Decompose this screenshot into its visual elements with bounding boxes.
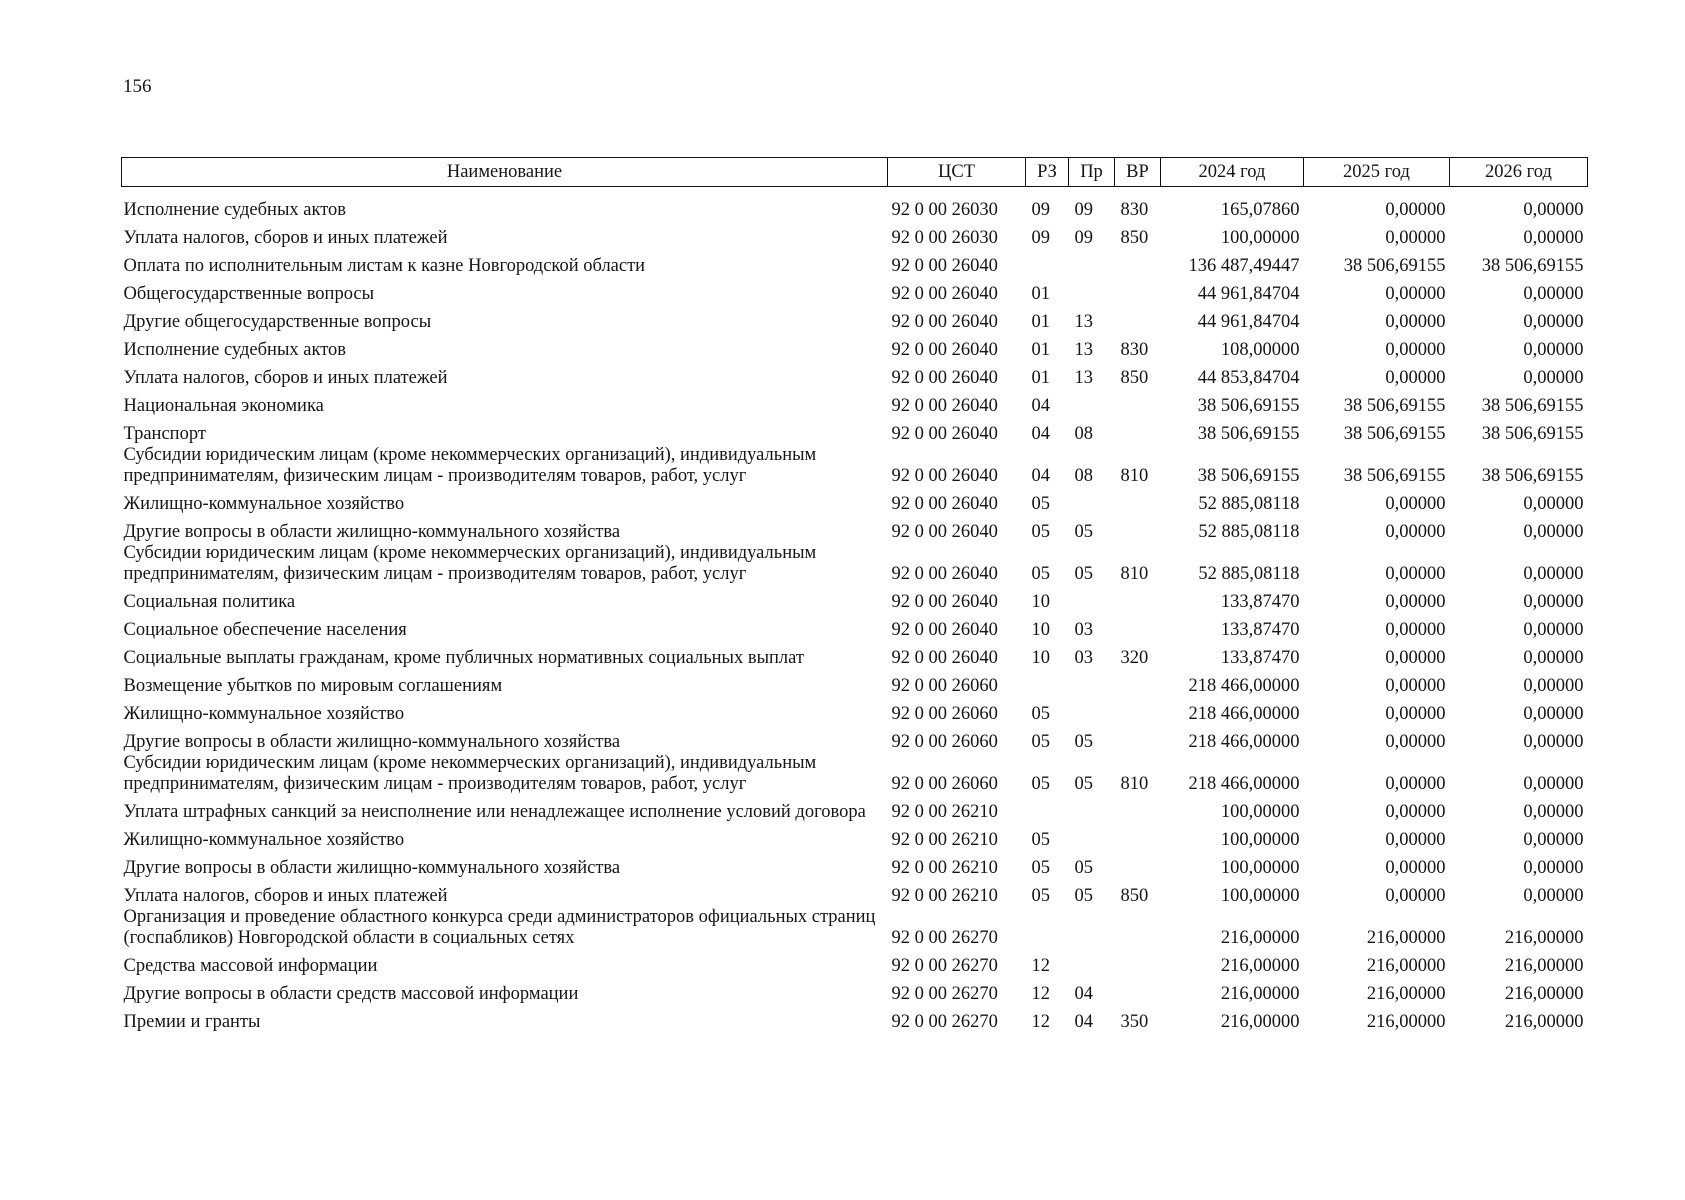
- cell-cst: 92 0 00 26040: [891, 368, 998, 388]
- cell-vr: [1115, 417, 1161, 445]
- cell-name: Жилищно-коммунальное хозяйство: [123, 830, 405, 850]
- table-row: [122, 725, 1588, 753]
- table-row: [122, 333, 1588, 361]
- cell-rz: 05: [1031, 522, 1050, 542]
- cell-pr: [1069, 949, 1115, 977]
- cell-y2024: 133,87470: [1220, 620, 1300, 640]
- cell-cst: 92 0 00 26210: [891, 858, 998, 878]
- cell-name: Транспорт: [123, 424, 206, 444]
- cell-pr: [1069, 823, 1115, 851]
- cell-rz: 05: [1031, 732, 1050, 752]
- cell-y2024: 100,00000: [1220, 228, 1300, 248]
- cell-vr: 830: [1120, 340, 1149, 360]
- cell-vr: [1115, 277, 1161, 305]
- cell-y2024: 216,00000: [1220, 928, 1300, 948]
- cell-y2026: 0,00000: [1523, 592, 1584, 612]
- cell-y2025: 0,00000: [1385, 522, 1446, 542]
- table-row: [122, 487, 1588, 515]
- cell-rz: 10: [1031, 620, 1050, 640]
- cell-y2024: 218 466,00000: [1188, 704, 1300, 724]
- cell-pr: 05: [1074, 774, 1093, 794]
- cell-cst: 92 0 00 26270: [891, 1012, 998, 1032]
- table-row: [122, 1005, 1588, 1033]
- cell-y2024: 216,00000: [1220, 956, 1300, 976]
- cell-pr: [1069, 907, 1115, 949]
- cell-cst: 92 0 00 26040: [891, 396, 998, 416]
- cell-vr: 850: [1120, 368, 1149, 388]
- cell-y2026: 0,00000: [1523, 858, 1584, 878]
- cell-y2026: 216,00000: [1504, 956, 1584, 976]
- cell-rz: 12: [1031, 956, 1050, 976]
- cell-y2024: 216,00000: [1220, 984, 1300, 1004]
- table-header-row: [122, 158, 1588, 187]
- cell-y2025: 0,00000: [1385, 340, 1446, 360]
- cell-vr: [1115, 515, 1161, 543]
- cell-cst: 92 0 00 26040: [891, 466, 998, 486]
- cell-pr: [1069, 249, 1115, 277]
- cell-rz: 05: [1031, 564, 1050, 584]
- cell-y2026: 0,00000: [1523, 200, 1584, 220]
- cell-cst: 92 0 00 26040: [891, 494, 998, 514]
- cell-y2025: 0,00000: [1385, 200, 1446, 220]
- cell-y2024: 165,07860: [1220, 200, 1300, 220]
- cell-name: Другие общегосударственные вопросы: [123, 312, 432, 332]
- cell-name: Премии и гранты: [123, 1012, 261, 1032]
- cell-y2024: 218 466,00000: [1188, 676, 1300, 696]
- cell-y2025: 0,00000: [1385, 802, 1446, 822]
- cell-cst: 92 0 00 26270: [891, 956, 998, 976]
- cell-pr: [1069, 669, 1115, 697]
- cell-y2026: 38 506,69155: [1481, 256, 1584, 276]
- cell-name: Уплата налогов, сборов и иных платежей: [123, 886, 448, 906]
- cell-rz: 09: [1031, 228, 1050, 248]
- cell-cst: 92 0 00 26060: [891, 704, 998, 724]
- cell-y2024: 100,00000: [1220, 886, 1300, 906]
- cell-vr: 810: [1120, 466, 1149, 486]
- cell-rz: 05: [1031, 774, 1050, 794]
- cell-y2026: 0,00000: [1523, 830, 1584, 850]
- cell-cst: 92 0 00 26040: [891, 592, 998, 612]
- cell-vr: [1115, 669, 1161, 697]
- cell-y2026: 38 506,69155: [1481, 396, 1584, 416]
- cell-cst: 92 0 00 26040: [891, 256, 998, 276]
- cell-y2025: 0,00000: [1385, 830, 1446, 850]
- cell-vr: 350: [1120, 1012, 1149, 1032]
- cell-pr: 13: [1074, 340, 1093, 360]
- header-cst: ЦСТ: [888, 158, 1026, 187]
- header-vr: ВР: [1115, 158, 1161, 187]
- cell-y2025: 0,00000: [1385, 732, 1446, 752]
- cell-y2024: 38 506,69155: [1197, 396, 1300, 416]
- cell-y2026: 0,00000: [1523, 704, 1584, 724]
- table-row: [122, 697, 1588, 725]
- cell-vr: 850: [1120, 886, 1149, 906]
- cell-y2025: 38 506,69155: [1343, 424, 1446, 444]
- cell-vr: 850: [1120, 228, 1149, 248]
- table-row: [122, 613, 1588, 641]
- cell-vr: [1115, 725, 1161, 753]
- cell-y2025: 0,00000: [1385, 676, 1446, 696]
- cell-pr: 13: [1074, 368, 1093, 388]
- cell-y2026: 0,00000: [1523, 774, 1584, 794]
- cell-pr: 09: [1074, 200, 1093, 220]
- table-row: [122, 543, 1588, 585]
- cell-cst: 92 0 00 26040: [891, 312, 998, 332]
- cell-vr: 810: [1120, 564, 1149, 584]
- cell-pr: 13: [1074, 312, 1093, 332]
- header-rz: РЗ: [1026, 158, 1069, 187]
- cell-vr: [1115, 487, 1161, 515]
- table-row: [122, 795, 1588, 823]
- cell-y2025: 0,00000: [1385, 648, 1446, 668]
- cell-cst: 92 0 00 26270: [891, 928, 998, 948]
- cell-y2026: 0,00000: [1523, 522, 1584, 542]
- cell-name: Субсидии юридическим лицам (кроме некоммерческих организаций), индивидуальным предпринимателям, физическим лицам - производителям товаров, работ, услуг: [123, 543, 817, 584]
- cell-y2026: 0,00000: [1523, 886, 1584, 906]
- cell-rz: 04: [1031, 424, 1050, 444]
- cell-cst: 92 0 00 26030: [891, 228, 998, 248]
- cell-cst: 92 0 00 26210: [891, 830, 998, 850]
- cell-name: Национальная экономика: [123, 396, 324, 416]
- cell-name: Уплата налогов, сборов и иных платежей: [123, 228, 448, 248]
- cell-rz: 05: [1031, 494, 1050, 514]
- cell-y2026: 0,00000: [1523, 648, 1584, 668]
- cell-rz: 01: [1031, 340, 1050, 360]
- cell-rz: 10: [1031, 592, 1050, 612]
- cell-y2025: 0,00000: [1385, 592, 1446, 612]
- table-row: [122, 277, 1588, 305]
- table-row: [122, 515, 1588, 543]
- cell-name: Субсидии юридическим лицам (кроме некоммерческих организаций), индивидуальным предпринимателям, физическим лицам - производителям товаров, работ, услуг: [123, 445, 817, 486]
- cell-y2026: 216,00000: [1504, 984, 1584, 1004]
- cell-rz: [1026, 795, 1069, 823]
- cell-name: Другие вопросы в области жилищно-коммунального хозяйства: [123, 858, 621, 878]
- cell-vr: [1115, 585, 1161, 613]
- cell-y2026: 0,00000: [1523, 732, 1584, 752]
- cell-y2024: 218 466,00000: [1188, 732, 1300, 752]
- cell-name: Оплата по исполнительным листам к казне Новгородской области: [123, 256, 646, 276]
- cell-y2025: 0,00000: [1385, 228, 1446, 248]
- cell-vr: [1115, 697, 1161, 725]
- page-number: 156: [123, 76, 152, 97]
- table-row: [122, 641, 1588, 669]
- cell-y2024: 52 885,08118: [1198, 494, 1300, 514]
- cell-y2026: 0,00000: [1523, 284, 1584, 304]
- cell-y2024: 218 466,00000: [1188, 774, 1300, 794]
- cell-y2025: 0,00000: [1385, 704, 1446, 724]
- cell-y2025: 0,00000: [1385, 368, 1446, 388]
- cell-y2025: 0,00000: [1385, 886, 1446, 906]
- cell-y2025: 216,00000: [1366, 956, 1446, 976]
- cell-y2026: 0,00000: [1523, 368, 1584, 388]
- cell-rz: 09: [1031, 200, 1050, 220]
- cell-name: Организация и проведение областного конкурса среди администраторов официальных страниц (госпабликов) Новгородской области в социальных сетях: [123, 907, 876, 948]
- cell-y2024: 52 885,08118: [1198, 522, 1300, 542]
- cell-y2026: 0,00000: [1523, 340, 1584, 360]
- cell-y2024: 100,00000: [1220, 802, 1300, 822]
- cell-pr: 03: [1074, 648, 1093, 668]
- cell-pr: [1069, 487, 1115, 515]
- table-row: [122, 949, 1588, 977]
- cell-y2025: 0,00000: [1385, 774, 1446, 794]
- cell-cst: 92 0 00 26040: [891, 522, 998, 542]
- cell-name: Другие вопросы в области жилищно-коммунального хозяйства: [123, 732, 621, 752]
- cell-y2026: 216,00000: [1504, 1012, 1584, 1032]
- cell-pr: [1069, 585, 1115, 613]
- table-row: [122, 753, 1588, 795]
- cell-rz: [1026, 669, 1069, 697]
- cell-y2025: 216,00000: [1366, 1012, 1446, 1032]
- cell-vr: 810: [1120, 774, 1149, 794]
- cell-vr: [1115, 613, 1161, 641]
- cell-rz: [1026, 907, 1069, 949]
- cell-y2026: 0,00000: [1523, 620, 1584, 640]
- cell-name: Другие вопросы в области средств массовой информации: [123, 984, 579, 1004]
- cell-rz: 01: [1031, 312, 1050, 332]
- cell-cst: 92 0 00 26210: [891, 802, 998, 822]
- cell-pr: 04: [1074, 1012, 1093, 1032]
- cell-name: Другие вопросы в области жилищно-коммунального хозяйства: [123, 522, 621, 542]
- cell-name: Субсидии юридическим лицам (кроме некоммерческих организаций), индивидуальным предпринимателям, физическим лицам - производителям товаров, работ, услуг: [123, 753, 817, 794]
- table-row: [122, 851, 1588, 879]
- cell-vr: [1115, 305, 1161, 333]
- cell-rz: 04: [1031, 466, 1050, 486]
- cell-y2026: 38 506,69155: [1481, 466, 1584, 486]
- cell-y2025: 0,00000: [1385, 620, 1446, 640]
- header-2026: 2026 год: [1450, 158, 1588, 187]
- budget-table: [121, 157, 1588, 1033]
- cell-y2025: 38 506,69155: [1343, 256, 1446, 276]
- cell-y2024: 44 961,84704: [1197, 284, 1300, 304]
- cell-name: Жилищно-коммунальное хозяйство: [123, 704, 405, 724]
- cell-pr: 08: [1074, 466, 1093, 486]
- cell-vr: [1115, 795, 1161, 823]
- cell-rz: 05: [1031, 704, 1050, 724]
- cell-rz: 05: [1031, 886, 1050, 906]
- cell-cst: 92 0 00 26060: [891, 676, 998, 696]
- header-pr: Пр: [1069, 158, 1115, 187]
- cell-pr: 05: [1074, 564, 1093, 584]
- cell-y2024: 108,00000: [1220, 340, 1300, 360]
- cell-y2024: 44 961,84704: [1197, 312, 1300, 332]
- cell-y2024: 136 487,49447: [1188, 256, 1300, 276]
- cell-y2026: 0,00000: [1523, 676, 1584, 696]
- cell-name: Возмещение убытков по мировым соглашениям: [123, 676, 503, 696]
- cell-y2026: 0,00000: [1523, 802, 1584, 822]
- header-name: Наименование: [122, 158, 888, 187]
- table-row: [122, 221, 1588, 249]
- cell-cst: 92 0 00 26040: [891, 424, 998, 444]
- cell-vr: [1115, 249, 1161, 277]
- table-row: [122, 585, 1588, 613]
- cell-rz: 10: [1031, 648, 1050, 668]
- cell-name: Социальные выплаты гражданам, кроме публичных нормативных социальных выплат: [123, 648, 804, 668]
- cell-y2024: 100,00000: [1220, 858, 1300, 878]
- cell-vr: 830: [1120, 200, 1149, 220]
- cell-cst: 92 0 00 26040: [891, 620, 998, 640]
- cell-y2024: 38 506,69155: [1197, 466, 1300, 486]
- cell-y2025: 0,00000: [1385, 494, 1446, 514]
- table-body: [122, 187, 1588, 1034]
- table-row: [122, 445, 1588, 487]
- cell-y2026: 0,00000: [1523, 564, 1584, 584]
- table-row: [122, 669, 1588, 697]
- cell-cst: 92 0 00 26060: [891, 774, 998, 794]
- cell-vr: [1115, 949, 1161, 977]
- cell-y2024: 44 853,84704: [1197, 368, 1300, 388]
- cell-pr: 08: [1074, 424, 1093, 444]
- cell-rz: 04: [1031, 396, 1050, 416]
- table-row: [122, 389, 1588, 417]
- cell-name: Общегосударственные вопросы: [123, 284, 375, 304]
- cell-cst: 92 0 00 26040: [891, 648, 998, 668]
- cell-y2025: 0,00000: [1385, 284, 1446, 304]
- table-row: [122, 361, 1588, 389]
- cell-name: Исполнение судебных актов: [123, 340, 347, 360]
- table-row: [122, 187, 1588, 222]
- table-row: [122, 417, 1588, 445]
- cell-pr: 04: [1074, 984, 1093, 1004]
- cell-y2025: 0,00000: [1385, 858, 1446, 878]
- table-row: [122, 907, 1588, 949]
- cell-name: Социальное обеспечение населения: [123, 620, 407, 640]
- cell-y2024: 38 506,69155: [1197, 424, 1300, 444]
- cell-name: Уплата налогов, сборов и иных платежей: [123, 368, 448, 388]
- cell-y2024: 216,00000: [1220, 1012, 1300, 1032]
- cell-y2025: 0,00000: [1385, 564, 1446, 584]
- cell-y2025: 38 506,69155: [1343, 466, 1446, 486]
- cell-cst: 92 0 00 26040: [891, 340, 998, 360]
- cell-rz: [1026, 249, 1069, 277]
- cell-vr: 320: [1120, 648, 1149, 668]
- cell-pr: 05: [1074, 858, 1093, 878]
- table-row: [122, 249, 1588, 277]
- cell-y2026: 216,00000: [1504, 928, 1584, 948]
- cell-cst: 92 0 00 26270: [891, 984, 998, 1004]
- cell-y2026: 0,00000: [1523, 228, 1584, 248]
- cell-cst: 92 0 00 26060: [891, 732, 998, 752]
- cell-y2026: 38 506,69155: [1481, 424, 1584, 444]
- cell-pr: 09: [1074, 228, 1093, 248]
- cell-y2024: 133,87470: [1220, 592, 1300, 612]
- cell-pr: [1069, 277, 1115, 305]
- table-row: [122, 305, 1588, 333]
- cell-rz: 05: [1031, 830, 1050, 850]
- cell-cst: 92 0 00 26040: [891, 284, 998, 304]
- cell-name: Средства массовой информации: [123, 956, 378, 976]
- cell-y2025: 0,00000: [1385, 312, 1446, 332]
- cell-y2024: 100,00000: [1220, 830, 1300, 850]
- cell-pr: 03: [1074, 620, 1093, 640]
- header-2025: 2025 год: [1304, 158, 1450, 187]
- cell-vr: [1115, 851, 1161, 879]
- cell-name: Уплата штрафных санкций за неисполнение или ненадлежащее исполнение условий договора: [123, 802, 866, 822]
- cell-cst: 92 0 00 26210: [891, 886, 998, 906]
- header-2024: 2024 год: [1161, 158, 1304, 187]
- cell-y2025: 216,00000: [1366, 984, 1446, 1004]
- cell-y2026: 0,00000: [1523, 494, 1584, 514]
- cell-name: Социальная политика: [123, 592, 296, 612]
- cell-rz: 01: [1031, 368, 1050, 388]
- cell-pr: [1069, 697, 1115, 725]
- cell-vr: [1115, 823, 1161, 851]
- cell-y2024: 133,87470: [1220, 648, 1300, 668]
- cell-rz: 01: [1031, 284, 1050, 304]
- cell-vr: [1115, 389, 1161, 417]
- cell-cst: 92 0 00 26040: [891, 564, 998, 584]
- cell-rz: 12: [1031, 1012, 1050, 1032]
- cell-pr: 05: [1074, 522, 1093, 542]
- cell-pr: [1069, 795, 1115, 823]
- cell-cst: 92 0 00 26030: [891, 200, 998, 220]
- cell-name: Исполнение судебных актов: [123, 200, 347, 220]
- cell-y2026: 0,00000: [1523, 312, 1584, 332]
- table-row: [122, 823, 1588, 851]
- table-row: [122, 879, 1588, 907]
- cell-pr: 05: [1074, 886, 1093, 906]
- cell-rz: 12: [1031, 984, 1050, 1004]
- cell-pr: 05: [1074, 732, 1093, 752]
- cell-y2025: 38 506,69155: [1343, 396, 1446, 416]
- cell-vr: [1115, 977, 1161, 1005]
- cell-name: Жилищно-коммунальное хозяйство: [123, 494, 405, 514]
- table-row: [122, 977, 1588, 1005]
- cell-y2024: 52 885,08118: [1198, 564, 1300, 584]
- cell-vr: [1115, 907, 1161, 949]
- cell-y2025: 216,00000: [1366, 928, 1446, 948]
- cell-rz: 05: [1031, 858, 1050, 878]
- cell-pr: [1069, 389, 1115, 417]
